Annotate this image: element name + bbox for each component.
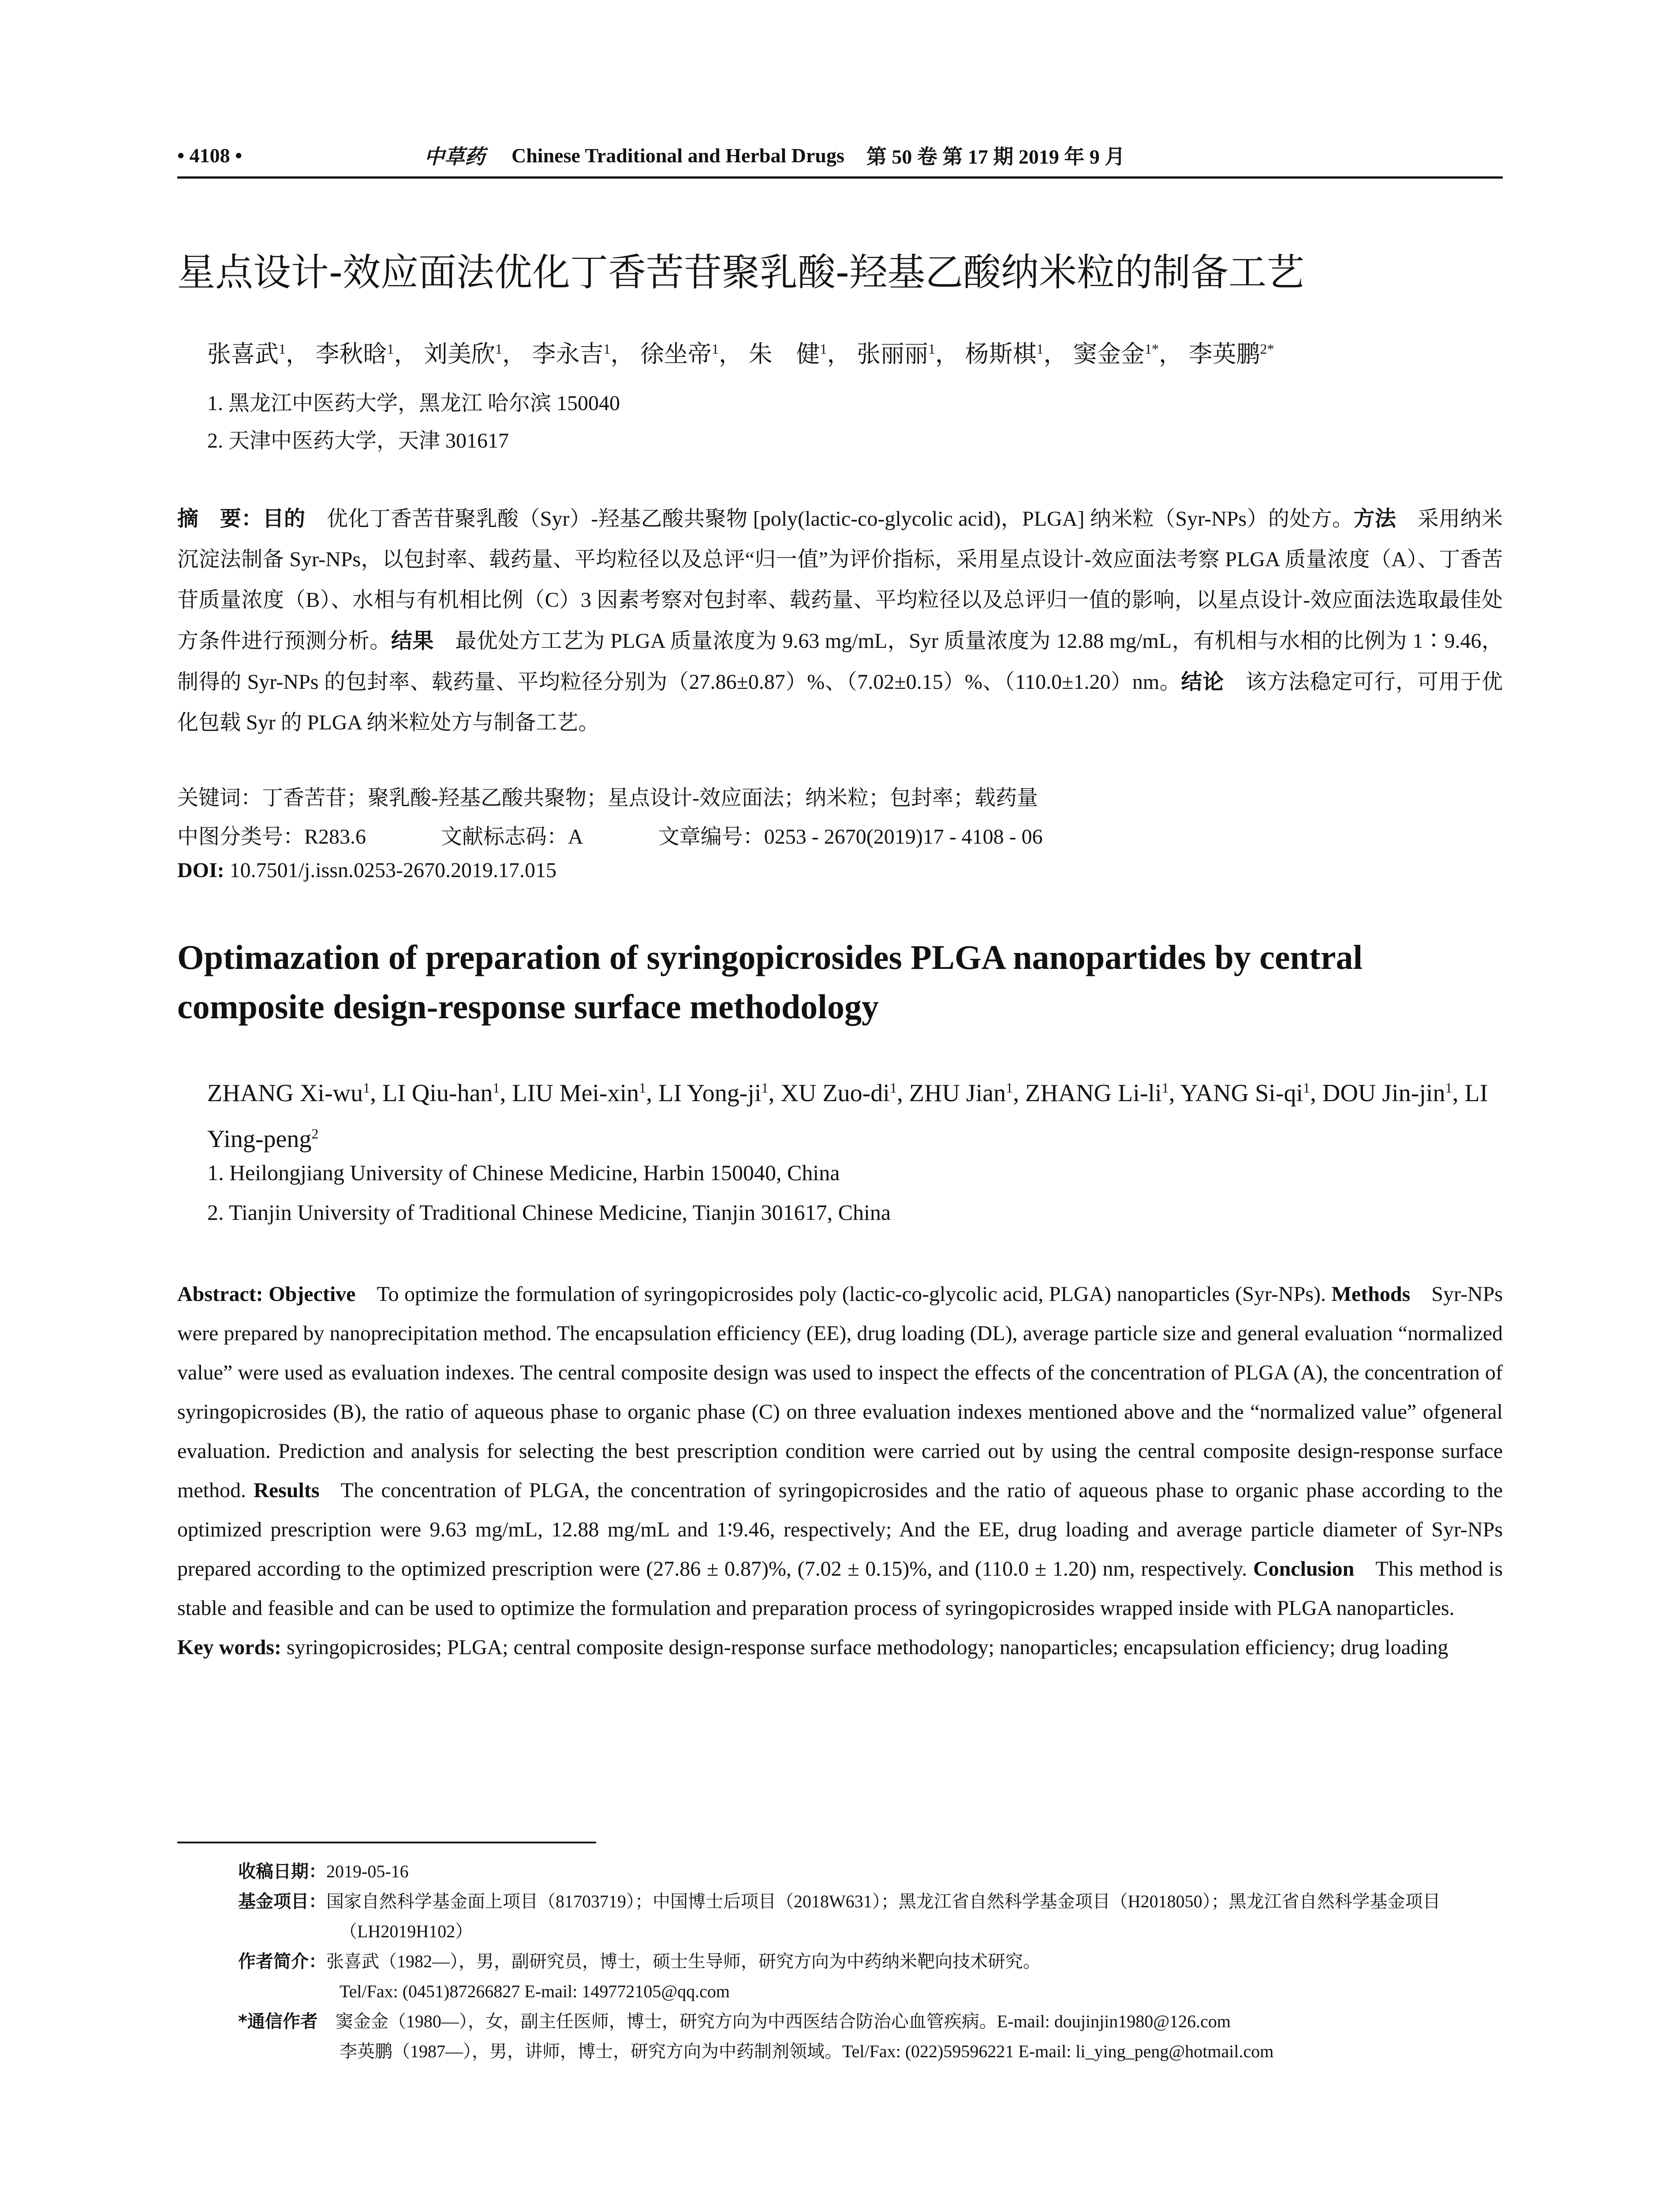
author-cn: 李秋晗$^1$: [315, 341, 394, 367]
author-en: LI Yong-$ji^1$: [658, 1079, 769, 1107]
clc-value: R283.6: [304, 825, 366, 848]
affiliation-cn-2: 2. 天津中医药大学，天津 301617: [207, 429, 509, 452]
title-cn: 星点设计-效应面法优化丁香苦苷聚乳酸-羟基乙酸纳米粒的制备工艺: [177, 250, 1305, 295]
keywords-en-label: Key words:: [177, 1636, 281, 1659]
conclusion-cn: 该方法稳定可行，可用于优化包载 Syr 的 PLGA 纳米粒处方与制备工艺。: [177, 670, 1503, 734]
results-label-cn: 结果: [391, 628, 434, 653]
clc-label: 中图分类号：: [177, 824, 305, 849]
running-header: [177, 142, 1503, 168]
author-bio: 作者简介：张喜武（1982—），男，副研究员，博士，硕士生导师，研究方向为中药纳米靶向技术研究。: [238, 1951, 1041, 1972]
results-cn: 最优处方工艺为 PLGA 质量浓度为 9.63 mg/mL，Syr 质量浓度为 12.88 mg/mL，有机相与水相的比例为 1∶9.46，制得的 Syr-NPs 的包封率、载药量、平均粒径分别为（27.86±0.87）%、（7.02±0.15）%、（110.0±1.20）nm。: [177, 629, 1503, 694]
author-en: LIU Mei-xin$^1$: [512, 1079, 646, 1107]
keywords-cn-text: 丁香苦苷；聚乳酸-羟基乙酸共聚物；星点设计-效应面法；纳米粒；包封率；载药量: [262, 786, 1038, 810]
article-no-value: 0253 - 2670(2019)17 - 4108 - 06: [764, 825, 1043, 848]
abstract-en: [177, 1274, 1503, 1667]
author-cn: 张丽丽$^1$: [857, 341, 935, 367]
conclusion-label-cn: 结论: [1181, 669, 1224, 694]
abstract-cn-label: 摘 要：: [177, 506, 263, 531]
author-en: ZHANG $Li-li^1$: [1025, 1079, 1169, 1107]
corresponding-author-1: *通信作者 窦金金（1980—），女，副主任医师，博士，研究方向为中西医结合防治心血管疾病。E-mail: doujinjin1980@126.com: [238, 2011, 1231, 2032]
authors-en: ZHANG $Xi-wu^1$, LI Qiu-han$^1$, LIU Mei-xin$^1$, LI Yong-$ji^1$, XU Zuo-$di^1$, ZHU Jian$^1$, ZHANG $Li-li^1$, YANG $Si-qi^1$, DOU Jin-jin$^1$, LI Ying-peng$^2$: [207, 1079, 1488, 1153]
results-label-en: Results: [254, 1479, 320, 1502]
classification-line: [177, 819, 1043, 850]
keywords-cn-label: 关键词：: [177, 785, 262, 810]
author-en: ZHU Jian$^1$: [909, 1079, 1013, 1107]
page-number: • 4108 •: [177, 144, 243, 167]
author-en: LI Qiu-han$^1$: [382, 1079, 500, 1107]
conclusion-en: This method is stable and feasible and can be used to optimize the formulation and preparation process of syringopicrosides wrapped inside with PLGA nanoparticles.: [177, 1557, 1503, 1620]
journal-name-cn: 中草药: [424, 146, 485, 168]
abstract-en-label: Abstract: Objective: [177, 1282, 356, 1306]
author-cn: 李永吉$^1$: [532, 341, 611, 367]
doc-code-label: 文献标志码：: [441, 824, 568, 849]
affiliation-en-1: 1. Heilongjiang University of Chinese Medicine, Harbin 150040, China: [207, 1160, 840, 1185]
fund-info: 基金项目：国家自然科学基金面上项目（81703719）；中国博士后项目（2018W631）；黑龙江省自然科学基金项目（H2018050）；黑龙江省自然科学基金项目（LH2019H102）: [238, 1891, 1441, 1941]
author-cn: 刘美欣$^1$: [424, 341, 502, 367]
authors-cn: 张喜武$^1$， 李秋晗$^1$， 刘美欣$^1$， 李永吉$^1$， 徐坐帝$^1$， 朱 健$^1$， 张丽丽$^1$， 杨斯棋$^1$， 窦金金$^{1*}$， 李英鹏$^{2*}$: [207, 341, 1274, 367]
author-en: YANG $Si-qi^1$: [1180, 1079, 1310, 1107]
author-en: ZHANG $Xi-wu^1$: [207, 1079, 370, 1107]
objective-en: To optimize the formulation of syringopicrosides poly (lactic-co-glycolic acid, PLGA) nanoparticles (Syr-NPs).: [377, 1282, 1326, 1306]
keywords-cn: [177, 781, 1038, 811]
author-en: XU Zuo-$di^1$: [780, 1079, 897, 1107]
author-cn: 徐坐帝$^1$: [640, 341, 719, 367]
methods-label-en: Methods: [1331, 1282, 1411, 1306]
author-cn: 李英鹏$^{2*}$: [1188, 341, 1274, 367]
doi-line: [177, 858, 556, 882]
footnotes: [238, 1857, 1503, 2067]
title-en: Optimazation of preparation of syringopicrosides PLGA nanopartides by central composite design-response surface methodology: [177, 938, 1363, 1026]
objective-cn: 优化丁香苦苷聚乳酸（Syr）-羟基乙酸共聚物 [poly(lactic-co-glycolic acid)，PLGA] 纳米粒（Syr-NPs）的处方。: [326, 507, 1354, 531]
issue-info: 第 50 卷 第 17 期 2019 年 9 月: [866, 146, 1125, 168]
author-cn: 朱 健$^1$: [748, 341, 827, 367]
author-contact: Tel/Fax: (0451)87266827 E-mail: 149772105@qq.com: [340, 1981, 730, 2001]
doi-label: DOI:: [177, 859, 224, 882]
affiliation-en-2: 2. Tianjin University of Traditional Chinese Medicine, Tianjin 301617, China: [207, 1200, 891, 1225]
conclusion-label-en: Conclusion: [1253, 1557, 1355, 1581]
results-en: The concentration of PLGA, the concentration of syringopicrosides and the ratio of aqueous phase to organic phase according to the optimized prescription were 9.63 mg/mL, 12.88 mg/mL and 1∶9.46, respectively; And the EE, drug loading and average particle diameter of Syr-NPs prepared according to the optimized prescription were (27.86 ± 0.87)%, (7.02 ± 0.15)%, and (110.0 ± 1.20) nm, respectively.: [177, 1479, 1503, 1581]
header-rule: [177, 176, 1503, 179]
article-no-label: 文章编号：: [658, 824, 764, 849]
author-cn: 张喜武$^1$: [207, 341, 286, 367]
doc-code-value: A: [568, 825, 583, 848]
methods-cn: 采用纳米沉淀法制备 Syr-NPs，以包封率、载药量、平均粒径以及总评“归一值”为评价指标，采用星点设计-效应面法考察 PLGA 质量浓度（A）、丁香苦苷质量浓度（B）、水相与有机相比例（C）3 因素考察对包封率、载药量、平均粒径以及总评归一值的影响，以星点设计-效应面法选取最佳处方条件进行预测分析。: [177, 507, 1503, 653]
author-cn: 窦金金$^{1*}$: [1073, 341, 1159, 367]
journal-name-en: Chinese Traditional and Herbal Drugs: [511, 144, 844, 167]
doi-link[interactable]: 10.7501/j.issn.0253-2670.2019.17.015: [229, 859, 557, 882]
received-date: 收稿日期：2019-05-16: [238, 1861, 409, 1882]
keywords-en-text: syringopicrosides; PLGA; central composite design-response surface methodology; nanoparticles; encapsulation efficiency; drug loading: [286, 1636, 1449, 1659]
footnote-rule: [177, 1842, 596, 1843]
objective-label-cn: 目的: [262, 506, 306, 531]
corresponding-author-2: 李英鹏（1987—），男，讲师，博士，研究方向为中药制剂领域。Tel/Fax: (022)59596221 E-mail: li_ying_peng@hotmail.com: [340, 2041, 1274, 2061]
affiliation-cn-1: 1. 黑龙江中医药大学，黑龙江 哈尔滨 150040: [207, 392, 620, 415]
methods-en: Syr-NPs were prepared by nanoprecipitation method. The encapsulation efficiency (EE), drug loading (DL), average particle size and general evaluation “normalized value” were used as evaluation indexes. The central composite design was used to inspect the effects of the concentration of PLGA (A), the concentration of syringopicrosides (B), the ratio of aqueous phase to organic phase (C) on three evaluation indexes mentioned above and the “normalized value” ofgeneral evaluation. Prediction and analysis for selecting the best prescription condition were carried out by using the central composite design-response surface method.: [177, 1282, 1503, 1502]
methods-label-cn: 方法: [1353, 506, 1396, 531]
author-en: DOU Jin-jin$^1$: [1322, 1079, 1452, 1107]
abstract-cn: [177, 498, 1503, 743]
author-en: LI Ying-peng$^2$: [207, 1079, 1488, 1153]
author-cn: 杨斯棋$^1$: [965, 341, 1044, 367]
